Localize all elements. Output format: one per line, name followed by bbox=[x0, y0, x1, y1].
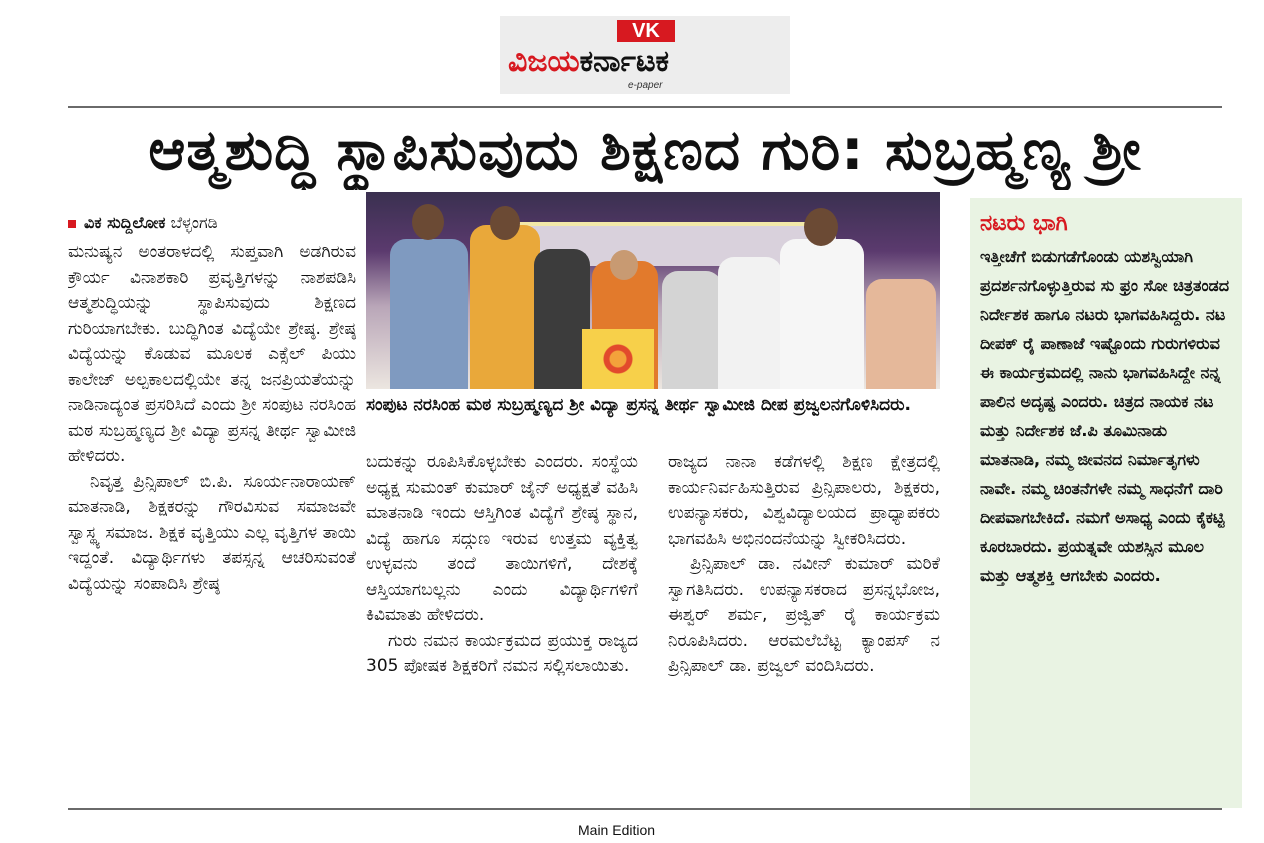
article-headline: ಆತ್ಮಶುದ್ಧಿ ಸ್ಥಾಪಿಸುವುದು ಶಿಕ್ಷಣದ ಗುರಿ: ಸುಬ್ರಹ್ಮಣ್ಯ ಶ್ರೀ bbox=[148, 118, 1142, 183]
epaper-tagline: e-paper bbox=[628, 80, 663, 91]
photo-person bbox=[470, 225, 540, 389]
column-1-paragraph-2: ನಿವೃತ್ತ ಪ್ರಿನ್ಸಿಪಾಲ್ ಬಿ.ಪಿ. ಸೂರ್ಯನಾರಾಯಣ್ ಮಾತನಾಡಿ, ಶಿಕ್ಷಕರನ್ನು ಗೌರವಿಸುವ ಸಮಾಜವೇ ಸ್ವಾಸ್ಥ್ಯ ಸಮಾಜ. ಶಿಕ್ಷಕ ವೃತ್ತಿಯು ಎಲ್ಲ ವೃತ್ತಿಗಳ ತಾಯಿ ಇದ್ದಂತೆ. ವಿದ್ಯಾರ್ಥಿಗಳು ತಪಸ್ಸನ್ನ ಆಚರಿಸುವಂತೆ ವಿದ್ಯೆಯನ್ನು ಸಂಪಾದಿಸಿ ಶ್ರೇಷ್ಠ bbox=[68, 471, 356, 594]
brand-name-red: ವಿಜಯ bbox=[508, 44, 580, 79]
masthead-logo[interactable] bbox=[500, 16, 790, 94]
sidebar-box bbox=[970, 198, 1242, 808]
photo-person bbox=[718, 257, 782, 389]
column-2-paragraph-1: ಬದುಕನ್ನು ರೂಪಿಸಿಕೊಳ್ಳಬೇಕು ಎಂದರು. ಸಂಸ್ಥೆಯ ಅಧ್ಯಕ್ಷ ಸುಮಂತ್ ಕುಮಾರ್ ಜೈನ್ ಅಧ್ಯಕ್ಷತೆ ವಹಿಸಿ ಮಾತನಾಡಿ ಇಂದು ಆಸ್ತಿಗಿಂತ ವಿದ್ಯೆಗೆ ಶ್ರೇಷ್ಠ ಸ್ಥಾನ, ವಿದ್ಯೆ ಹಾಗೂ ಸದ್ಗುಣ ಇರುವ ಉತ್ತಮ ವ್ಯಕ್ತಿತ್ವ ಉಳ್ಳವನು ತಂದೆ ತಾಯಿಗಳಿಗೆ, ದೇಶಕ್ಕೆ ಆಸ್ತಿಯಾಗಬಲ್ಲನು ಎಂದು ವಿದ್ಯಾರ್ಥಿಗಳಿಗೆ ಕಿವಿಮಾತು ಹೇಳಿದರು. bbox=[366, 452, 638, 625]
top-divider bbox=[68, 106, 1222, 108]
article-column-3 bbox=[668, 450, 940, 802]
photo-caption: ಸಂಪುಟ ನರಸಿಂಹ ಮಠ ಸುಬ್ರಹ್ಮಣ್ಯದ ಶ್ರೀ ವಿದ್ಯಾ ಪ್ರಸನ್ನ ತೀರ್ಥ ಸ್ವಾಮೀಜಿ ದೀಪ ಪ್ರಜ್ವಲನಗೊಳಿಸಿದರು. bbox=[366, 395, 912, 415]
column-2-paragraph-2: ಗುರು ನಮನ ಕಾರ್ಯಕ್ರಮದ ಪ್ರಯುಕ್ತ ರಾಜ್ಯದ 305 ಪೋಷಕ ಶಿಕ್ಷಕರಿಗೆ ನಮನ ಸಲ್ಲಿಸಲಾಯಿತು. bbox=[366, 630, 638, 676]
dateline bbox=[68, 210, 358, 236]
event-photo bbox=[366, 192, 940, 389]
photo-person bbox=[662, 271, 722, 389]
brand-name bbox=[508, 44, 782, 80]
photo-person bbox=[780, 239, 864, 389]
dateline-source: ವಿಕ ಸುದ್ದಿಲೋಕ bbox=[84, 213, 166, 232]
column-3-paragraph-1: ರಾಜ್ಯದ ನಾನಾ ಕಡೆಗಳಲ್ಲಿ ಶಿಕ್ಷಣ ಕ್ಷೇತ್ರದಲ್ಲಿ ಕಾರ್ಯನಿರ್ವಹಿಸುತ್ತಿರುವ ಪ್ರಿನ್ಸಿಪಾಲರು, ಶಿಕ್ಷಕರು, ಉಪನ್ಯಾಸಕರು, ವಿಶ್ವವಿದ್ಯಾಲಯದ ಪ್ರಾಧ್ಯಾಪಕರು ಭಾಗವಹಿಸಿ ಅಭಿನಂದನೆಯನ್ನು ಸ್ವೀಕರಿಸಿದರು. bbox=[668, 452, 940, 549]
dateline-place: ಬೆಳ್ಳಂಗಡಿ bbox=[170, 213, 218, 232]
vk-badge: VK bbox=[617, 20, 675, 42]
photo-person-head bbox=[610, 250, 638, 280]
photo-person bbox=[866, 279, 936, 389]
photo-flower-decoration bbox=[582, 329, 654, 389]
sidebar-body: ಇತ್ತೀಚೆಗೆ ಬಿಡುಗಡೆಗೊಂಡು ಯಶಸ್ವಿಯಾಗಿ ಪ್ರದರ್ಶನಗೊಳ್ಳುತ್ತಿರುವ ಸು ಫ್ರಂ ಸೋ ಚಿತ್ರತಂಡದ ನಿರ್ದೇಶಕ ಹಾಗೂ ನಟರು ಭಾಗವಹಿಸಿದ್ದರು. ನಟ ದೀಪಕ್ ರೈ ಪಾಣಾಜೆ ಇಷ್ಟೊಂದು ಗುರುಗಳಿರುವ ಈ ಕಾರ್ಯಕ್ರಮದಲ್ಲಿ ನಾನು ಭಾಗವಹಿಸಿದ್ದೇ ನನ್ನ ಪಾಲಿನ ಅದೃಷ್ಟ ಎಂದರು. ಚಿತ್ರದ ನಾಯಕ ನಟ ಮತ್ತು ನಿರ್ದೇಶಕ ಜೆ.ಪಿ ತೂಮಿನಾಡು ಮಾತನಾಡಿ, ನಮ್ಮ ಜೀವನದ ನಿರ್ಮಾತೃಗಳು ನಾವೇ. ನಮ್ಮ ಚಿಂತನೆಗಳೇ ನಮ್ಮ ಸಾಧನೆಗೆ ದಾರಿ ದೀಪವಾಗಬೇಕಿದೆ. ನಮಗೆ ಅಸಾಧ್ಯ ಎಂದು ಕೈಕಟ್ಟಿ ಕೂರಬಾರದು. ಪ್ರಯತ್ನವೇ ಯಶಸ್ಸಿನ ಮೂಲ ಮತ್ತು ಆತ್ಮಶಕ್ತಿ ಆಗಬೇಕು ಎಂದರು. bbox=[980, 247, 1230, 585]
dateline-marker bbox=[68, 220, 76, 228]
column-3-paragraph-2: ಪ್ರಿನ್ಸಿಪಾಲ್ ಡಾ. ನವೀನ್ ಕುಮಾರ್ ಮರಿಕೆ ಸ್ವಾಗತಿಸಿದರು. ಉಪನ್ಯಾಸಕರಾದ ಪ್ರಸನ್ನಭೋಜ, ಈಶ್ವರ್ ಶರ್ಮ, ಪ್ರಜ್ವಿತ್ ರೈ ಕಾರ್ಯಕ್ರಮ ನಿರೂಪಿಸಿದರು. ಆರಮಲೆಬೆಟ್ಟ ಕ್ಯಾಂಪಸ್ ನ ಪ್ರಿನ್ಸಿಪಾಲ್ ಡಾ. ಪ್ರಜ್ವಲ್ ವಂದಿಸಿದರು. bbox=[668, 554, 940, 676]
column-1-paragraph-1: ಮನುಷ್ಯನ ಅಂತರಾಳದಲ್ಲಿ ಸುಪ್ತವಾಗಿ ಅಡಗಿರುವ ಕ್ರೌರ್ಯ ವಿನಾಶಕಾರಿ ಪ್ರವೃತ್ತಿಗಳನ್ನು ನಾಶಪಡಿಸಿ ಆತ್ಮಶುದ್ಧಿಯನ್ನು ಸ್ಥಾಪಿಸುವುದು ಶಿಕ್ಷಣದ ಗುರಿಯಾಗಬೇಕು. ಬುದ್ಧಿಗಿಂತ ವಿದ್ಯೆಯೇ ಶ್ರೇಷ್ಠ. ಶ್ರೇಷ್ಠ ವಿದ್ಯೆಯನ್ನು ಕೊಡುವ ಮೂಲಕ ಎಕ್ಸೆಲ್ ಪಿಯು ಕಾಲೇಜ್ ಅಲ್ಪಕಾಲದಲ್ಲಿಯೇ ತನ್ನ ಜನಪ್ರಿಯತೆಯನ್ನು ನಾಡಿನಾದ್ಯಂತ ಪ್ರಸರಿಸಿದೆ ಎಂದು ಶ್ರೀ ಸಂಪುಟ ನರಸಿಂಹ ಮಠ ಸುಬ್ರಹ್ಮಣ್ಯದ ಶ್ರೀ ವಿದ್ಯಾ ಪ್ರಸನ್ನ ತೀರ್ಥ ಸ್ವಾಮೀಜಿ ಹೇಳಿದರು. bbox=[68, 242, 356, 466]
article-column-1 bbox=[68, 240, 356, 802]
photo-person-head bbox=[490, 206, 520, 240]
sidebar-heading: ನಟರು ಭಾಗಿ bbox=[980, 211, 1068, 236]
photo-person-head bbox=[412, 204, 444, 240]
photo-person bbox=[390, 239, 468, 389]
article-column-2 bbox=[366, 450, 638, 802]
photo-person-head bbox=[804, 208, 838, 246]
edition-label: Main Edition bbox=[578, 822, 656, 838]
brand-name-black: ಕರ್ನಾಟಕ bbox=[579, 44, 670, 79]
bottom-divider bbox=[68, 808, 1222, 810]
